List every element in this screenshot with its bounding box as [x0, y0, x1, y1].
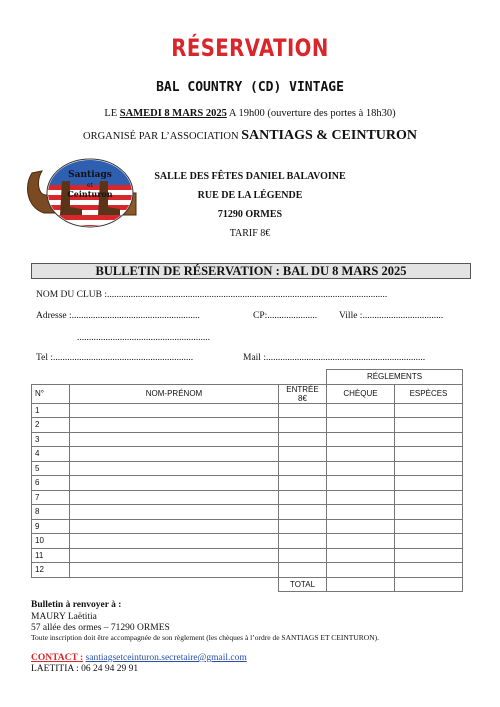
- entry-cell[interactable]: [279, 418, 327, 433]
- header-cheque: CHÈQUE: [327, 384, 395, 403]
- cash-cell[interactable]: [395, 447, 463, 462]
- logo-text-3: Ceinturon: [67, 189, 113, 199]
- event-date-line: [0, 108, 500, 119]
- table-row: [32, 519, 463, 534]
- row-number: 8: [32, 505, 70, 520]
- ticket-price: TARIF 8€: [229, 228, 271, 239]
- header-cash: ESPÈCES: [395, 384, 463, 403]
- table-row: [32, 432, 463, 447]
- name-cell[interactable]: [70, 432, 279, 447]
- table-row: [32, 418, 463, 433]
- table-row: [32, 490, 463, 505]
- contact-phone: LAETITIA : 06 24 94 29 91: [31, 664, 139, 674]
- entry-cell[interactable]: [279, 461, 327, 476]
- city-field[interactable]: Ville :..................................: [339, 311, 444, 321]
- cheque-cell[interactable]: [327, 461, 395, 476]
- cheque-cell[interactable]: [327, 418, 395, 433]
- cash-cell[interactable]: [395, 534, 463, 549]
- logo-text-1: Santiags: [68, 170, 112, 180]
- address-line2-field[interactable]: ........................................................: [77, 333, 210, 343]
- name-cell[interactable]: [70, 490, 279, 505]
- name-cell[interactable]: [70, 563, 279, 578]
- payments-header: RÉGLEMENTS: [327, 370, 463, 385]
- name-cell[interactable]: [70, 447, 279, 462]
- cash-cell[interactable]: [395, 505, 463, 520]
- row-number: 9: [32, 519, 70, 534]
- cash-cell[interactable]: [395, 476, 463, 491]
- boots-belt-logo-icon: [22, 155, 140, 230]
- contact-label: CONTACT :: [31, 653, 84, 663]
- row-number: 6: [32, 476, 70, 491]
- venue-city: 71290 ORMES: [217, 209, 283, 220]
- cash-cell[interactable]: [395, 403, 463, 418]
- cheque-cell[interactable]: [327, 476, 395, 491]
- total-cash-cell[interactable]: [395, 577, 463, 592]
- entry-cell[interactable]: [279, 519, 327, 534]
- date-prefix: LE: [104, 108, 120, 119]
- club-name-field[interactable]: NOM DU CLUB :......................................................................................................................: [36, 290, 388, 300]
- table-row: [32, 534, 463, 549]
- table-row: [32, 563, 463, 578]
- header-name: NOM-PRÉNOM: [70, 384, 279, 403]
- entry-cell[interactable]: [279, 447, 327, 462]
- phone-field[interactable]: Tel :...........................................................: [36, 353, 194, 363]
- cash-cell[interactable]: [395, 418, 463, 433]
- row-number: 5: [32, 461, 70, 476]
- row-number: 1: [32, 403, 70, 418]
- total-row: [32, 577, 463, 592]
- table-row: [32, 461, 463, 476]
- cash-cell[interactable]: [395, 563, 463, 578]
- table-row: [32, 476, 463, 491]
- cheque-cell[interactable]: [327, 563, 395, 578]
- date-suffix: A 19h00 (ouverture des portes à 18h30): [226, 108, 396, 119]
- organizer-prefix: ORGANISÉ PAR L’ASSOCIATION: [82, 131, 242, 142]
- row-number: 11: [32, 548, 70, 563]
- cash-cell[interactable]: [395, 490, 463, 505]
- cheque-cell[interactable]: [327, 519, 395, 534]
- cheque-cell[interactable]: [327, 447, 395, 462]
- header-entry: ENTRÉE 8€: [279, 384, 327, 403]
- name-cell[interactable]: [70, 476, 279, 491]
- row-number: 7: [32, 490, 70, 505]
- venue-hall: SALLE DES FÊTES DANIEL BALAVOINE: [154, 171, 346, 182]
- entry-cell[interactable]: [279, 403, 327, 418]
- entry-cell[interactable]: [279, 490, 327, 505]
- organizer-line: [0, 128, 500, 144]
- event-date: SAMEDI 8 MARS 2025: [119, 108, 227, 119]
- name-cell[interactable]: [70, 418, 279, 433]
- organizer-name: SANTIAGS & CEINTURON: [241, 128, 418, 143]
- row-number: 3: [32, 432, 70, 447]
- venue-street: RUE DE LA LÉGENDE: [197, 190, 303, 201]
- mail-field[interactable]: Mail :...................................................................: [243, 353, 426, 363]
- logo-text-2: et: [87, 182, 93, 189]
- header-number: N°: [32, 384, 70, 403]
- contact-line: [31, 653, 247, 663]
- name-cell[interactable]: [70, 534, 279, 549]
- cheque-cell[interactable]: [327, 534, 395, 549]
- name-cell[interactable]: [70, 403, 279, 418]
- name-cell[interactable]: [70, 548, 279, 563]
- cash-cell[interactable]: [395, 548, 463, 563]
- event-subtitle: BAL COUNTRY (CD) VINTAGE: [156, 80, 344, 95]
- total-label: TOTAL: [279, 577, 327, 592]
- return-address: 57 allée des ormes – 71290 ORMES: [31, 623, 170, 633]
- postal-code-field[interactable]: CP:.....................: [253, 311, 318, 321]
- row-number: 12: [32, 563, 70, 578]
- entry-cell[interactable]: [279, 476, 327, 491]
- cheque-cell[interactable]: [327, 505, 395, 520]
- cash-cell[interactable]: [395, 519, 463, 534]
- cheque-cell[interactable]: [327, 403, 395, 418]
- bulletin-title: BULLETIN DE RÉSERVATION : BAL DU 8 MARS 2025: [31, 263, 471, 279]
- name-cell[interactable]: [70, 505, 279, 520]
- entry-cell[interactable]: [279, 432, 327, 447]
- table-row: [32, 403, 463, 418]
- entry-cell[interactable]: [279, 548, 327, 563]
- row-number: 10: [32, 534, 70, 549]
- table-row: [32, 548, 463, 563]
- cheque-cell[interactable]: [327, 432, 395, 447]
- cash-cell[interactable]: [395, 432, 463, 447]
- return-name: MAURY Laëtitia: [31, 612, 97, 622]
- address-field[interactable]: Adresse :......................................................: [36, 311, 200, 321]
- entry-cell[interactable]: [279, 534, 327, 549]
- table-row: [32, 505, 463, 520]
- name-cell[interactable]: [70, 461, 279, 476]
- cheque-cell[interactable]: [327, 490, 395, 505]
- reservation-table: [31, 369, 463, 592]
- cheque-cell[interactable]: [327, 548, 395, 563]
- total-cheque-cell[interactable]: [327, 577, 395, 592]
- name-cell[interactable]: [70, 519, 279, 534]
- row-number: 2: [32, 418, 70, 433]
- entry-cell[interactable]: [279, 563, 327, 578]
- cash-cell[interactable]: [395, 461, 463, 476]
- payment-note: Toute inscription doit être accompagnée de son règlement (les chèques à l’ordre de SANTIAGS ET CEINTURON).: [31, 633, 379, 642]
- return-label: Bulletin à renvoyer à :: [31, 600, 122, 610]
- entry-cell[interactable]: [279, 505, 327, 520]
- row-number: 4: [32, 447, 70, 462]
- contact-email-link[interactable]: santiagsetceinturon.secretaire@gmail.com: [85, 653, 247, 663]
- table-row: [32, 447, 463, 462]
- page-title: RÉSERVATION: [171, 34, 329, 62]
